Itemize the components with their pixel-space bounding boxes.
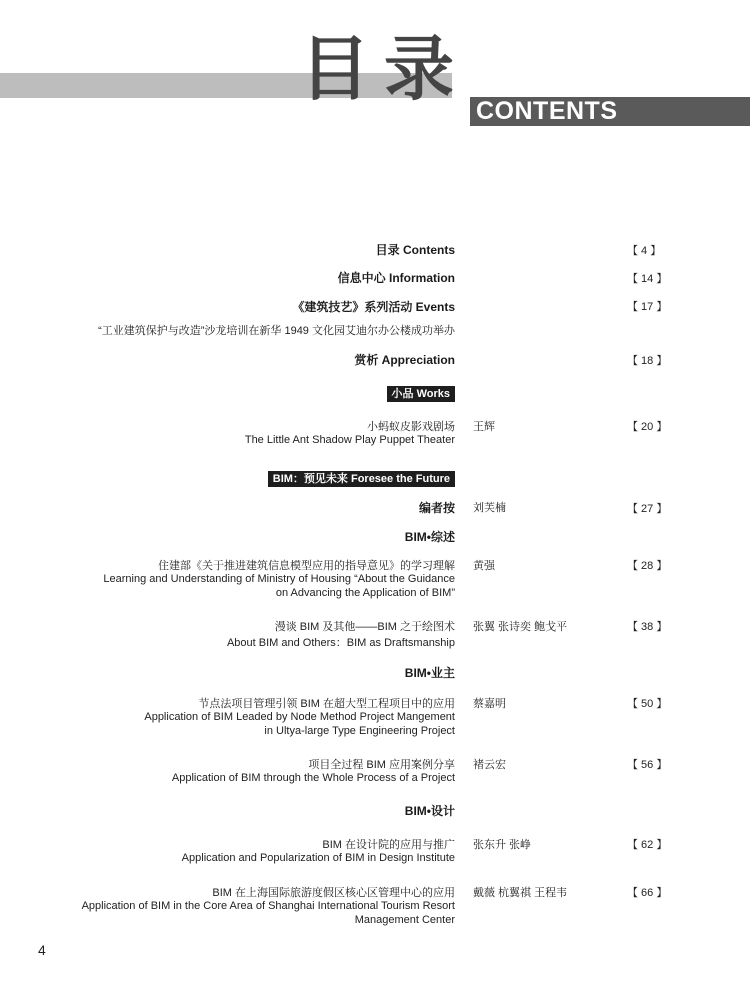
toc-page-information: 【 14 】 xyxy=(627,273,668,285)
article-title-cn[interactable]: BIM 在上海国际旅游度假区核心区管理中心的应用 xyxy=(212,887,455,899)
article-page: 【 56 】 xyxy=(627,759,668,771)
toc-entry-editor-note[interactable]: 编者按 xyxy=(418,501,455,515)
article-author: 褚云宏 xyxy=(473,759,506,771)
article-author: 戴薇 杭翼祺 王程韦 xyxy=(473,887,568,899)
article-author: 蔡嘉明 xyxy=(473,698,506,710)
toc-page-contents: 【 4 】 xyxy=(627,245,662,257)
article-page: 【 27 】 xyxy=(627,503,668,515)
article-title-cn[interactable]: 节点法项目管理引领 BIM 在超大型工程项目中的应用 xyxy=(198,698,455,710)
toc-page-appreciation: 【 18 】 xyxy=(627,355,668,367)
article-title-cn[interactable]: 小蚂蚁皮影戏剧场 xyxy=(367,421,455,433)
toc-entry-contents[interactable]: 目录 Contents xyxy=(375,243,455,257)
article-title-en[interactable]: Application of BIM in the Core Area of Shanghai International Tourism Resort xyxy=(81,900,455,912)
article-title-cn[interactable]: BIM 在设计院的应用与推广 xyxy=(322,839,455,851)
toc-entry-events[interactable]: 《建筑技艺》系列活动 Events xyxy=(292,300,455,314)
article-page: 【 66 】 xyxy=(627,887,668,899)
article-title-cn[interactable]: 住建部《关于推进建筑信息模型应用的指导意见》的学习理解 xyxy=(158,560,455,572)
article-author: 张翼 张诗奕 鲍戈平 xyxy=(473,621,568,633)
toc-events-note: “工业建筑保护与改造”沙龙培训在新华 1949 文化园艾迪尔办公楼成功举办 xyxy=(98,325,455,337)
article-author: 张东升 张峥 xyxy=(473,839,532,851)
article-title-en[interactable]: Application of BIM through the Whole Process of a Project xyxy=(171,772,455,784)
article-title-en[interactable]: Learning and Understanding of Ministry of Housing “About the Guidance xyxy=(103,573,455,585)
section-label-works: 小品 Works xyxy=(387,386,455,402)
article-title-cn[interactable]: 项目全过程 BIM 应用案例分享 xyxy=(308,759,455,771)
article-page: 【 50 】 xyxy=(627,698,668,710)
article-page: 【 38 】 xyxy=(627,621,668,633)
article-author: 刘芙楠 xyxy=(473,502,506,514)
toc-page-events: 【 17 】 xyxy=(627,301,668,313)
subsection-label-owner: BIM•业主 xyxy=(404,666,455,680)
article-title-en[interactable]: The Little Ant Shadow Play Puppet Theater xyxy=(244,434,455,446)
section-label-bim: BIM：预见未来 Foresee the Future xyxy=(268,471,455,487)
article-author: 王辉 xyxy=(473,421,495,433)
article-title-en[interactable]: Application and Popularization of BIM in Design Institute xyxy=(181,852,455,864)
article-title-cn[interactable]: 漫谈 BIM 及其他——BIM 之于绘图术 xyxy=(274,621,455,633)
article-page: 【 20 】 xyxy=(627,421,668,433)
article-page: 【 28 】 xyxy=(627,560,668,572)
article-title-en-line2[interactable]: Management Center xyxy=(354,914,455,926)
article-page: 【 62 】 xyxy=(627,839,668,851)
article-author: 黄强 xyxy=(473,560,495,572)
page-number: 4 xyxy=(38,942,46,958)
article-title-en-line2[interactable]: in Ultya-large Type Engineering Project xyxy=(264,725,455,737)
subsection-label-design: BIM•设计 xyxy=(404,804,455,818)
page-title-en: CONTENTS xyxy=(470,97,750,126)
toc-entry-appreciation[interactable]: 赏析 Appreciation xyxy=(354,353,455,367)
page-title-cn: 目录 xyxy=(300,28,468,110)
article-title-en[interactable]: About BIM and Others：BIM as Draftsmanship xyxy=(226,637,455,649)
subsection-label-overview: BIM•综述 xyxy=(404,530,455,544)
article-title-en[interactable]: Application of BIM Leaded by Node Method Project Mangement xyxy=(144,711,455,723)
article-title-en-line2[interactable]: on Advancing the Application of BIM” xyxy=(275,587,455,599)
toc-entry-information[interactable]: 信息中心 Information xyxy=(337,271,455,285)
